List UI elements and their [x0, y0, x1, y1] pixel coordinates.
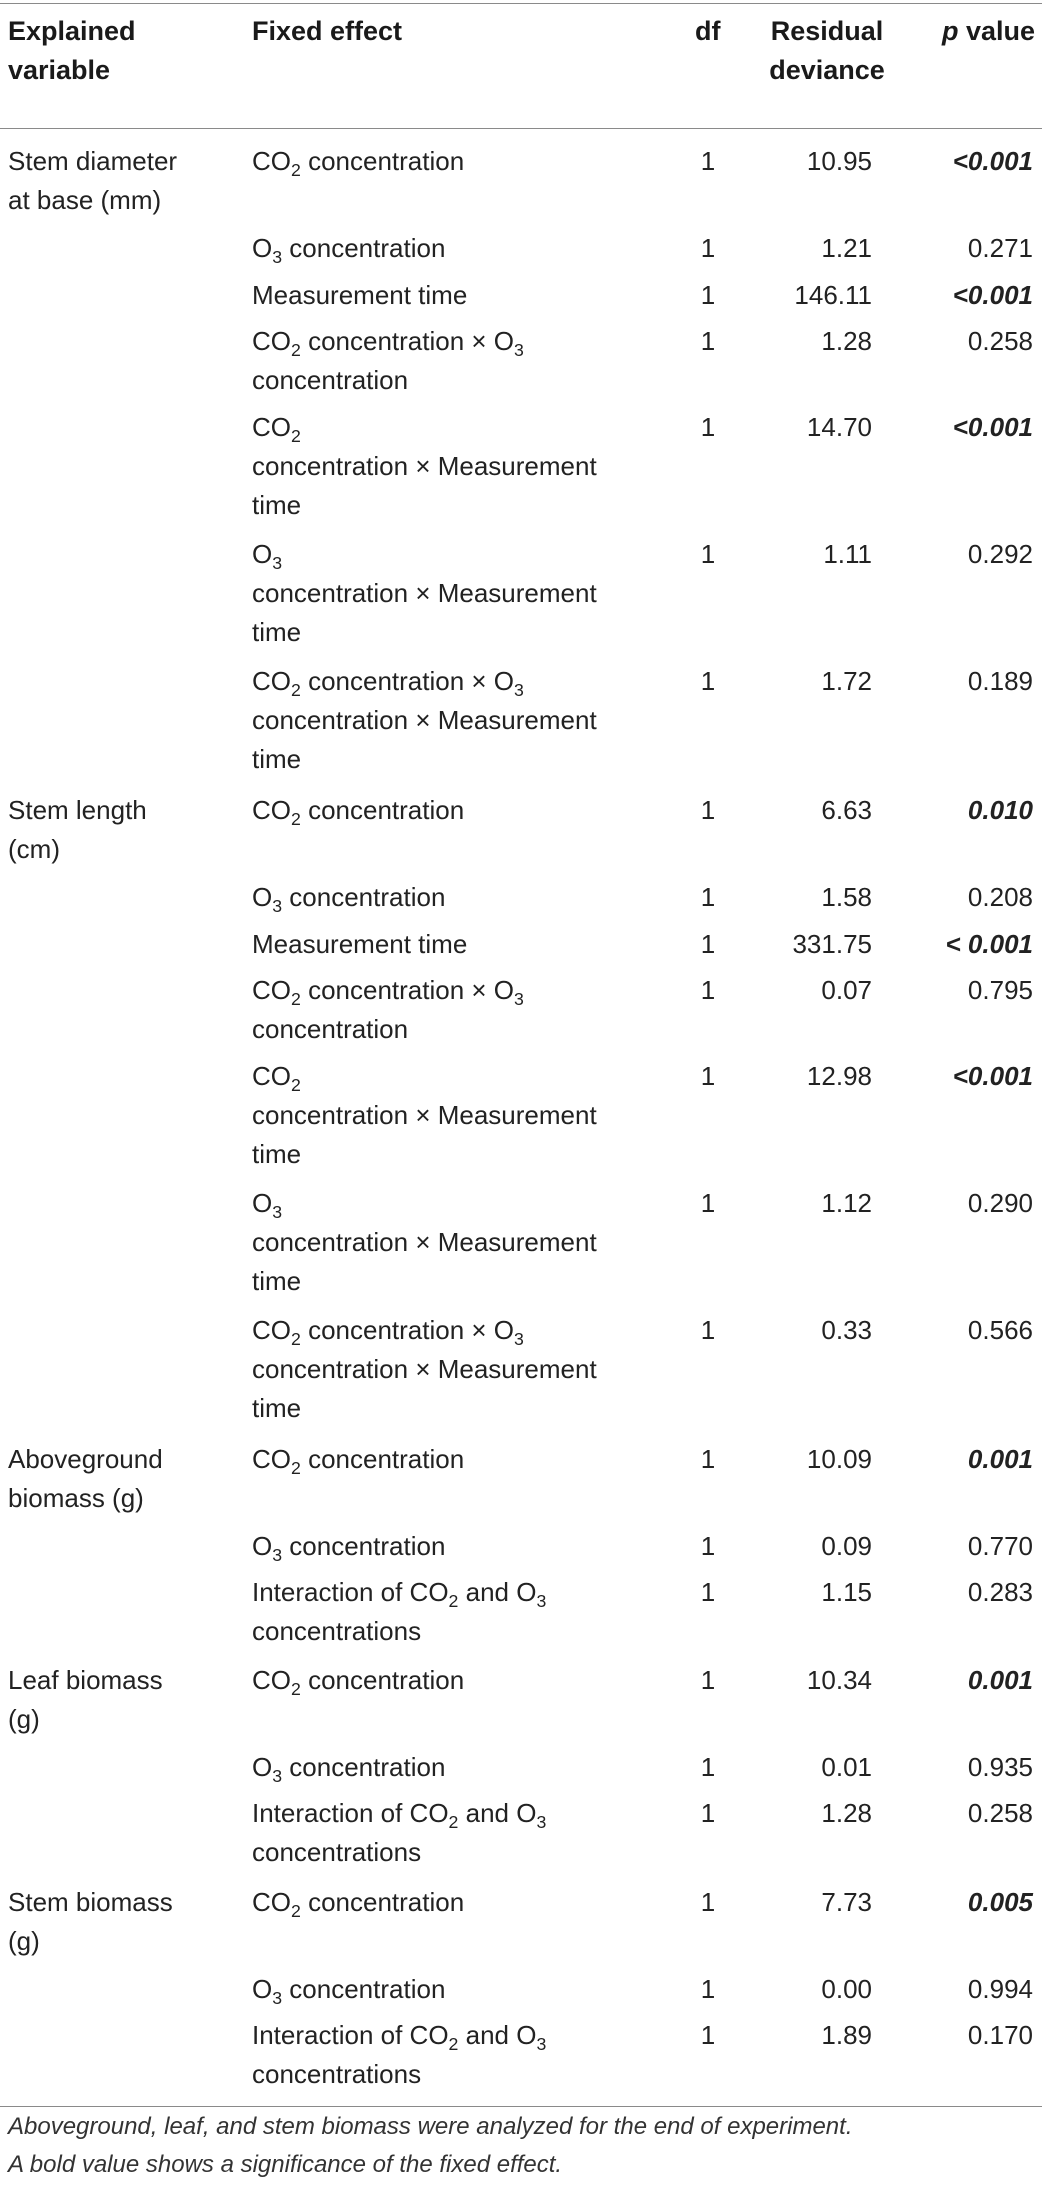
effect-text: concentration × O: [300, 1315, 515, 1345]
p-value: 0.271: [967, 233, 1033, 263]
subscript: 2: [291, 1679, 301, 1700]
effect-text: and O: [458, 1798, 537, 1828]
explained-variable-line: Aboveground: [8, 1444, 163, 1474]
p-value: <0.001: [952, 146, 1033, 176]
effect-text: concentration: [282, 1531, 446, 1561]
effect-text: concentration: [282, 1974, 446, 2004]
subscript: 3: [514, 340, 524, 361]
residual-deviance-value: 1.58: [821, 882, 872, 912]
p-value: <0.001: [952, 1061, 1033, 1091]
chem-co: CO: [252, 326, 291, 356]
chem-co: CO: [252, 1665, 291, 1695]
subscript: 2: [291, 989, 301, 1010]
p-value: <0.001: [952, 412, 1033, 442]
p-value: 0.283: [967, 1577, 1033, 1607]
effect-text: concentration: [300, 1887, 465, 1917]
explained-variable-line: (g): [8, 1926, 40, 1956]
residual-deviance-value: 0.09: [821, 1531, 872, 1561]
chem-co: CO: [252, 1061, 291, 1091]
chem-co: CO: [252, 1315, 291, 1345]
effect-text: time: [252, 490, 302, 520]
p-value: 0.170: [967, 2020, 1033, 2050]
effect-text: concentration: [282, 233, 446, 263]
effect-text: concentration: [282, 882, 446, 912]
fixed-effect: [252, 535, 672, 652]
chem-co: CO: [252, 666, 291, 696]
chem-co: CO: [252, 412, 291, 442]
p-value: 0.994: [967, 1974, 1033, 2004]
explained-variable-line: Leaf biomass: [8, 1665, 163, 1695]
p-value: 0.258: [967, 326, 1033, 356]
df-value: 1: [700, 412, 716, 442]
fixed-effect: [252, 1311, 672, 1428]
residual-deviance-value: 1.21: [821, 233, 872, 263]
df-value: 1: [700, 2020, 716, 2050]
effect-text: concentration: [300, 1665, 465, 1695]
effect-text: Interaction of CO: [252, 1798, 449, 1828]
effect-text: concentrations: [252, 1616, 422, 1646]
p-value: 0.566: [967, 1315, 1033, 1345]
residual-deviance-value: 1.72: [821, 666, 872, 696]
effect-text: and O: [458, 1577, 537, 1607]
fixed-effect: [252, 1527, 672, 1566]
fixed-effect: [252, 1794, 672, 1872]
df-value: 1: [700, 1315, 716, 1345]
p-value: < 0.001: [945, 929, 1033, 959]
chem-o: O: [252, 539, 273, 569]
p-value: 0.005: [967, 1887, 1033, 1917]
explained-variable: [8, 1661, 238, 1739]
explained-variable: [8, 1440, 238, 1518]
fixed-effect: [252, 925, 672, 964]
effect-text: concentration × Measurement: [252, 1227, 597, 1257]
subscript: 3: [272, 1988, 283, 2009]
footnote-line-1: Aboveground, leaf, and stem biomass were analyzed for the end of experiment.: [8, 2113, 853, 2140]
subscript: 3: [536, 2034, 547, 2055]
chem-co: CO: [252, 1444, 291, 1474]
chem-co: CO: [252, 1887, 291, 1917]
chem-co: CO: [252, 146, 291, 176]
p-value: 0.935: [967, 1752, 1033, 1782]
subscript: 2: [291, 1458, 301, 1479]
subscript: 2: [291, 160, 301, 181]
chem-co: CO: [252, 975, 291, 1005]
fixed-effect: [252, 2016, 672, 2094]
subscript: 2: [291, 809, 301, 830]
df-value: 1: [700, 1531, 716, 1561]
subscript: 3: [514, 680, 524, 701]
fixed-effect: [252, 1573, 672, 1651]
subscript: 3: [272, 247, 283, 268]
fixed-effect: [252, 791, 672, 830]
effect-text: concentration × Measurement: [252, 578, 597, 608]
effect-text: concentration × Measurement: [252, 1354, 597, 1384]
effect-text: time: [252, 1139, 302, 1169]
subscript: 3: [272, 553, 283, 574]
df-value: 1: [700, 146, 716, 176]
fixed-effect: [252, 662, 672, 779]
df-value: 1: [700, 795, 716, 825]
subscript: 2: [291, 340, 301, 361]
effect-text: concentration: [300, 146, 465, 176]
subscript: 3: [536, 1591, 547, 1612]
df-value: 1: [700, 326, 716, 356]
p-value: 0.001: [967, 1444, 1033, 1474]
df-value: 1: [700, 1887, 716, 1917]
effect-text: time: [252, 617, 302, 647]
df-value: 1: [700, 882, 716, 912]
subscript: 2: [448, 1591, 459, 1612]
p-value: 0.010: [967, 795, 1033, 825]
effect-text: concentration: [282, 1752, 446, 1782]
header-rule: [0, 128, 1042, 129]
fixed-effect: [252, 322, 672, 400]
fixed-effect: [252, 1184, 672, 1301]
subscript: 3: [272, 1766, 283, 1787]
fixed-effect: [252, 229, 672, 268]
explained-variable-line: (g): [8, 1704, 40, 1734]
fixed-effect: [252, 408, 672, 525]
chem-co: CO: [252, 795, 291, 825]
header-fixed-effect: Fixed effect: [252, 16, 403, 46]
residual-deviance-value: 14.70: [806, 412, 872, 442]
chem-o: O: [252, 1531, 273, 1561]
subscript: 2: [448, 1812, 459, 1833]
p-value: 0.001: [967, 1665, 1033, 1695]
df-value: 1: [700, 1188, 716, 1218]
explained-variable: [8, 1883, 238, 1961]
residual-deviance-value: 10.34: [806, 1665, 872, 1695]
effect-text: concentration × O: [300, 975, 515, 1005]
fixed-effect: [252, 1748, 672, 1787]
residual-deviance-value: 6.63: [821, 795, 872, 825]
residual-deviance-value: 1.11: [823, 539, 872, 569]
subscript: 2: [291, 1075, 301, 1096]
chem-o: O: [252, 1752, 273, 1782]
subscript: 2: [291, 680, 301, 701]
chem-o: O: [252, 1188, 273, 1218]
residual-deviance-value: 0.07: [821, 975, 872, 1005]
residual-deviance-value: 10.95: [806, 146, 872, 176]
subscript: 3: [272, 896, 283, 917]
df-value: 1: [700, 1665, 716, 1695]
df-value: 1: [700, 666, 716, 696]
subscript: 2: [448, 2034, 459, 2055]
header-p-italic: p: [941, 16, 959, 46]
fixed-effect: [252, 1970, 672, 2009]
fixed-effect: [252, 1440, 672, 1479]
p-value: 0.770: [967, 1531, 1033, 1561]
residual-deviance-value: 0.33: [821, 1315, 872, 1345]
header-explained-variable: Explained variable: [8, 16, 136, 85]
residual-deviance-value: 331.75: [792, 929, 872, 959]
residual-deviance-value: 7.73: [821, 1887, 872, 1917]
fixed-effect: [252, 1883, 672, 1922]
effect-text: Measurement time: [252, 929, 468, 959]
df-value: 1: [700, 1061, 716, 1091]
residual-deviance-value: 0.00: [821, 1974, 872, 2004]
effect-text: concentration: [300, 1444, 465, 1474]
residual-deviance-value: 1.89: [821, 2020, 872, 2050]
effect-text: concentration × Measurement: [252, 705, 597, 735]
residual-deviance-value: 146.11: [794, 280, 872, 310]
subscript: 2: [291, 426, 301, 447]
effect-text: time: [252, 1393, 302, 1423]
effect-text: concentration × O: [300, 326, 515, 356]
effect-text: Interaction of CO: [252, 1577, 449, 1607]
header-df: df: [695, 16, 721, 46]
explained-variable-line: (cm): [8, 834, 60, 864]
p-value: 0.189: [967, 666, 1033, 696]
fixed-effect: [252, 142, 672, 181]
explained-variable: [8, 142, 238, 220]
fixed-effect: [252, 878, 672, 917]
effect-text: concentration × Measurement: [252, 1100, 597, 1130]
fixed-effect: [252, 276, 672, 315]
df-value: 1: [700, 1577, 716, 1607]
subscript: 2: [291, 1901, 301, 1922]
df-value: 1: [700, 975, 716, 1005]
p-value: <0.001: [952, 280, 1033, 310]
explained-variable-line: biomass (g): [8, 1483, 144, 1513]
residual-deviance-value: 12.98: [806, 1061, 872, 1091]
subscript: 3: [272, 1202, 283, 1223]
effect-text: Measurement time: [252, 280, 468, 310]
explained-variable-line: Stem length: [8, 795, 147, 825]
footnote-line-2: A bold value shows a significance of the fixed effect.: [8, 2151, 563, 2178]
residual-deviance-value: 1.28: [821, 1798, 872, 1828]
p-value: 0.258: [967, 1798, 1033, 1828]
explained-variable-line: at base (mm): [8, 185, 162, 215]
effect-text: concentration × Measurement: [252, 451, 597, 481]
chem-o: O: [252, 882, 273, 912]
effect-text: Interaction of CO: [252, 2020, 449, 2050]
residual-deviance-value: 1.15: [821, 1577, 872, 1607]
p-value: 0.292: [967, 539, 1033, 569]
residual-deviance-value: 1.12: [821, 1188, 872, 1218]
residual-deviance-value: 10.09: [806, 1444, 872, 1474]
subscript: 2: [291, 1329, 301, 1350]
p-value: 0.208: [967, 882, 1033, 912]
effect-text: concentration: [300, 795, 465, 825]
fixed-effect: [252, 1661, 672, 1700]
effect-text: and O: [458, 2020, 537, 2050]
effect-text: concentration: [252, 1014, 409, 1044]
df-value: 1: [700, 1752, 716, 1782]
effect-text: concentration: [252, 365, 409, 395]
header-p-rest: value: [958, 16, 1035, 46]
fixed-effect: [252, 971, 672, 1049]
df-value: 1: [700, 539, 716, 569]
subscript: 3: [514, 989, 524, 1010]
effect-text: concentrations: [252, 1837, 422, 1867]
residual-deviance-value: 1.28: [821, 326, 872, 356]
table-top-rule: [0, 3, 1042, 4]
effect-text: concentration × O: [300, 666, 515, 696]
subscript: 3: [536, 1812, 547, 1833]
explained-variable-line: Stem biomass: [8, 1887, 173, 1917]
df-value: 1: [700, 1798, 716, 1828]
fixed-effect: [252, 1057, 672, 1174]
effect-text: concentrations: [252, 2059, 422, 2089]
df-value: 1: [700, 929, 716, 959]
df-value: 1: [700, 280, 716, 310]
df-value: 1: [700, 1444, 716, 1474]
chem-o: O: [252, 233, 273, 263]
effect-text: time: [252, 744, 302, 774]
df-value: 1: [700, 233, 716, 263]
chem-o: O: [252, 1974, 273, 2004]
effect-text: time: [252, 1266, 302, 1296]
subscript: 3: [272, 1545, 283, 1566]
explained-variable-line: Stem diameter: [8, 146, 178, 176]
residual-deviance-value: 0.01: [821, 1752, 872, 1782]
header-residual-deviance: Residual deviance: [769, 16, 885, 85]
explained-variable: [8, 791, 238, 869]
df-value: 1: [700, 1974, 716, 2004]
p-value: 0.795: [967, 975, 1033, 1005]
header-p-value: [903, 12, 1035, 51]
p-value: 0.290: [967, 1188, 1033, 1218]
subscript: 3: [514, 1329, 524, 1350]
